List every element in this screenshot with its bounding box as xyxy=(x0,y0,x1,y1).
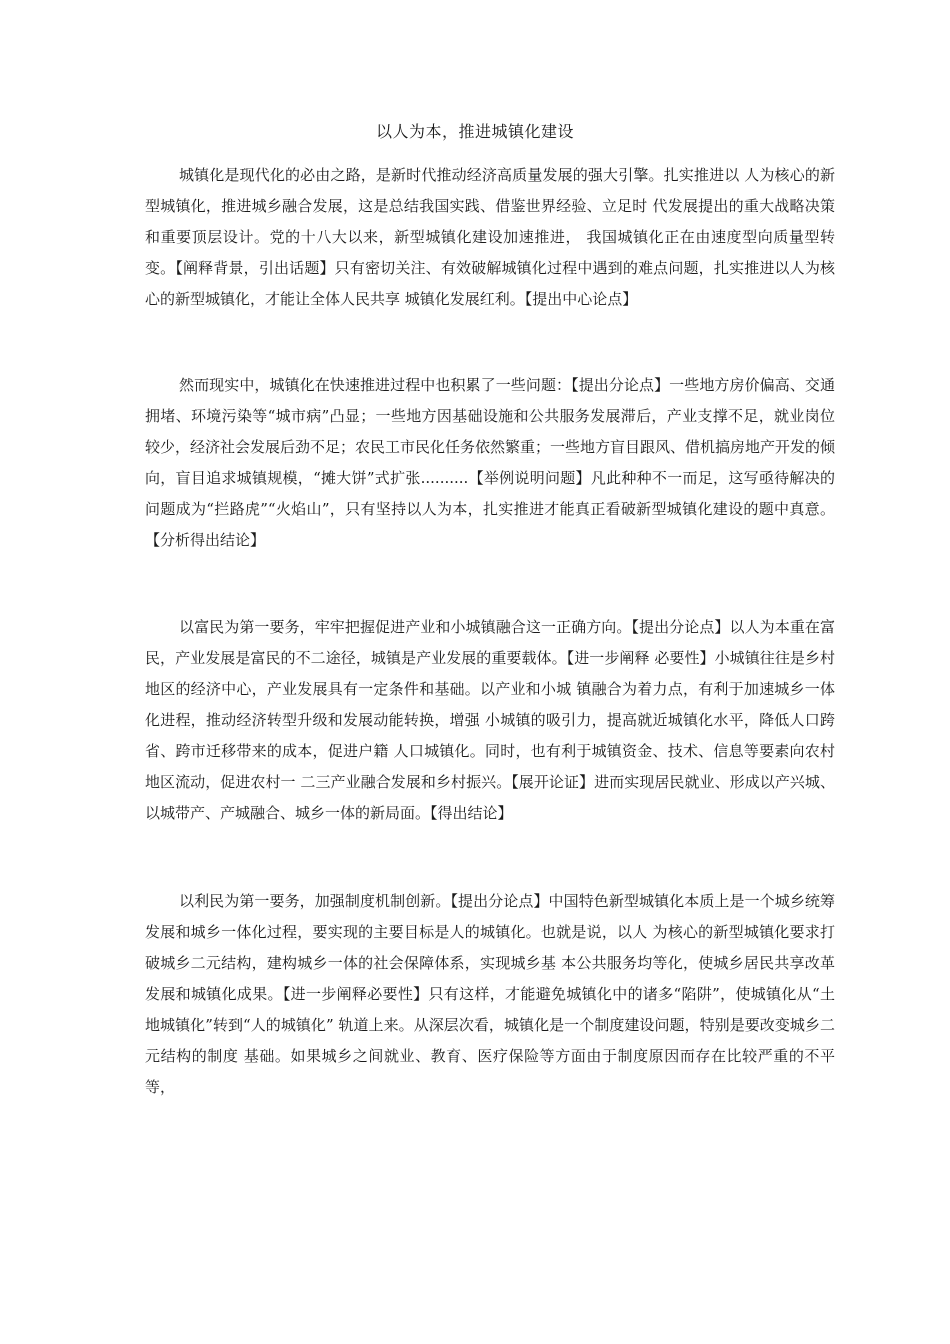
paragraph-background: 城镇化是现代化的必由之路，是新时代推动经济高质量发展的强大引擎。扎实推进以 人为核心的新型城镇化，推进城乡融合发展，这是总结我国实践、借鉴世界经验、立足时 代发展提出的重大战略决策和重要顶层设计。党的十八大以来，新型城镇化建设加速推进， 我国城镇化正在由速度型向质量型转变。【阐释背景，引出话题】只有密切关注、有效破解城镇化过程中遇到的难点问题，扎实推进以人为核心的新型城镇化，才能让全体人民共享 城镇化发展红利。【提出中心论点】 xyxy=(145,166,835,308)
paragraph-enrich-people: 以富民为第一要务，牢牢把握促进产业和小城镇融合这一正确方向。【提出分论点】以人为本重在富民，产业发展是富民的不二途径，城镇是产业发展的重要载体。【进一步阐释 必要性】小城镇往往是乡村地区的经济中心，产业发展具有一定条件和基础。以产业和小城 镇融合为着力点，有利于加速城乡一体化进程，推动经济转型升级和发展动能转换，增强 小城镇的吸引力，提高就近城镇化水平，降低人口跨省、跨市迁移带来的成本，促进户籍 人口城镇化。同时，也有利于城镇资金、技术、信息等要素向农村地区流动，促进农村一 二三产业融合发展和乡村振兴。【展开论证】进而实现居民就业、形成以产兴城、以城带产、产城融合、城乡一体的新局面。【得出结论】 xyxy=(145,618,835,822)
paragraph-benefit-people: 以利民为第一要务，加强制度机制创新。【提出分论点】中国特色新型城镇化本质上是一个城乡统筹发展和城乡一体化过程，要实现的主要目标是人的城镇化。也就是说，以人 为核心的新型城镇化要求打破城乡二元结构，建构城乡一体的社会保障体系，实现城乡基 本公共服务均等化，使城乡居民共享改革发展和城镇化成果。【进一步阐释必要性】只有这样，才能避免城镇化中的诸多“陷阱”，使城镇化从“土地城镇化”转到“人的城镇化” 轨道上来。从深层次看，城镇化是一个制度建设问题，特别是要改变城乡二元结构的制度 基础。如果城乡之间就业、教育、医疗保险等方面由于制度原因而存在比较严重的不平等， xyxy=(145,892,835,1096)
document-title: 以人为本，推进城镇化建设 xyxy=(375,122,574,141)
paragraph-problems: 然而现实中，城镇化在快速推进过程中也积累了一些问题：【提出分论点】一些地方房价偏高、交通拥堵、环境污染等“城市病”凸显；一些地方因基础设施和公共服务发展滞后，产业支撑不足，就业岗位较少，经济社会发展后劲不足；农民工市民化任务依然繁重；一些地方盲目跟风、借机搞房地产开发的倾向，盲目追求城镇规模，“摊大饼”式扩张..........【举例说明问题】凡此种种不一而足，这写亟待解决的问题成为“拦路虎”“火焰山”，只有坚持以人为本，扎实推进才能真正看破新型城镇化建设的题中真意。【分析得出结论】 xyxy=(145,376,836,549)
